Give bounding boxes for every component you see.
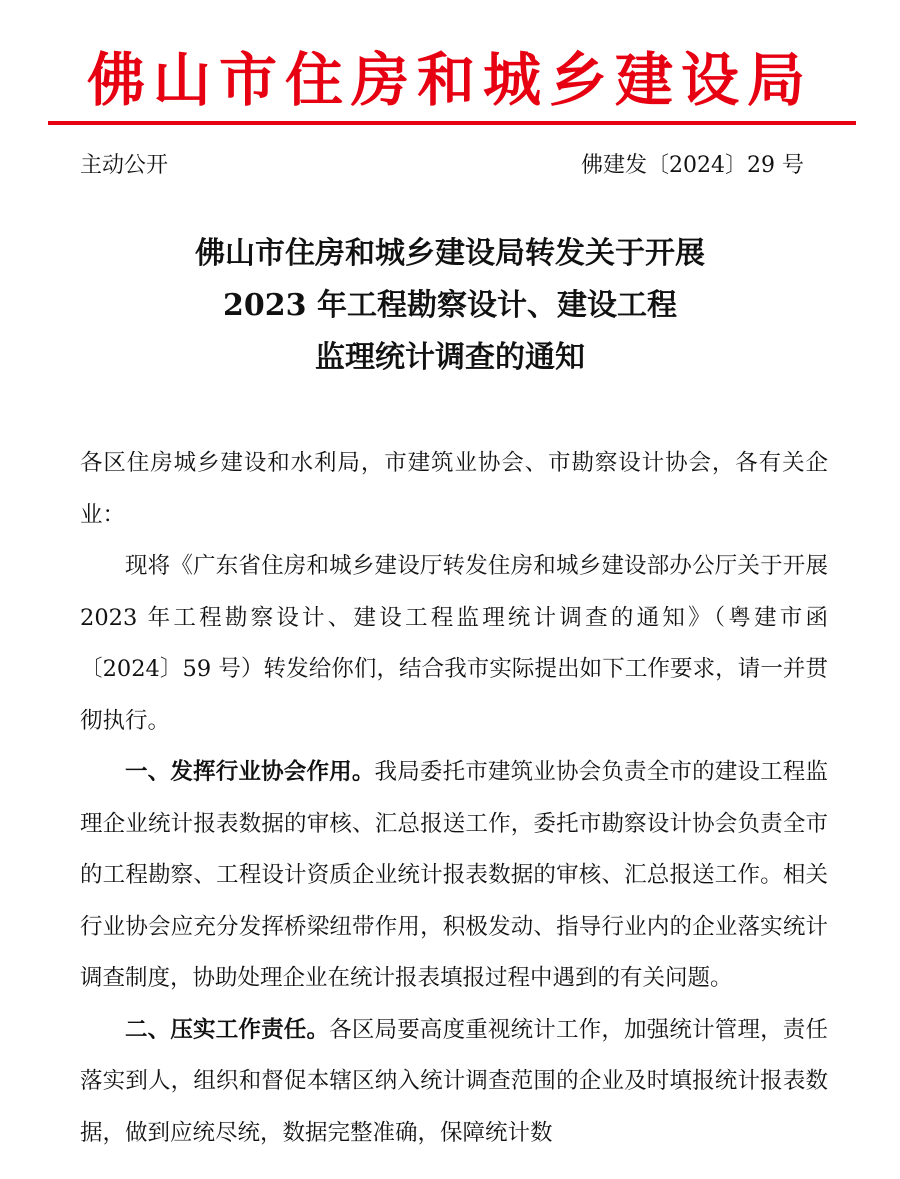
disclosure-label: 主动公开 <box>80 153 169 178</box>
section-1-paragraph <box>80 747 828 1005</box>
section-2-heading: 二、压实工作责任。 <box>125 1016 330 1043</box>
document-body <box>80 438 828 1159</box>
section-2-text: 各区局要高度重视统计工作，加强统计管理，责任落实到人，组织和督促本辖区纳入统计调查范围的企业及时填报统计报表数据，做到应统尽统，数据完整准确，保障统计数 <box>80 1016 828 1146</box>
document-number: 佛建发〔2024〕29 号 <box>581 153 804 178</box>
agency-masthead: 佛山市住房和城乡建设局 <box>86 46 813 114</box>
title-line-2: 2023 年工程勘察设计、建设工程 <box>223 288 677 323</box>
section-2-paragraph <box>80 1005 828 1160</box>
red-divider-line <box>48 121 856 125</box>
intro-paragraph: 现将《广东省住房和城乡建设厅转发住房和城乡建设部办公厅关于开展 2023 年工程勘察设计、建设工程监理统计调查的通知》（粤建市函〔2024〕59 号）转发给你们，结合我市实际提出如下工作要求，请一并贯彻执行。 <box>80 553 828 734</box>
section-1-text: 我局委托市建筑业协会负责全市的建设工程监理企业统计报表数据的审核、汇总报送工作，委托市勘察设计协会负责全市的工程勘察、工程设计资质企业统计报表数据的审核、汇总报送工作。相关行业协会应充分发挥桥梁纽带作用，积极发动、指导行业内的企业落实统计调查制度，协助处理企业在统计报表填报过程中遇到的有关问题。 <box>80 759 828 991</box>
document-title <box>0 228 900 384</box>
title-line-1: 佛山市住房和城乡建设局转发关于开展 <box>195 236 705 271</box>
salutation: 各区住房城乡建设和水利局，市建筑业协会、市勘察设计协会，各有关企业： <box>80 450 828 528</box>
section-1-heading: 一、发挥行业协会作用。 <box>125 759 375 785</box>
title-line-3: 监理统计调查的通知 <box>315 340 585 375</box>
